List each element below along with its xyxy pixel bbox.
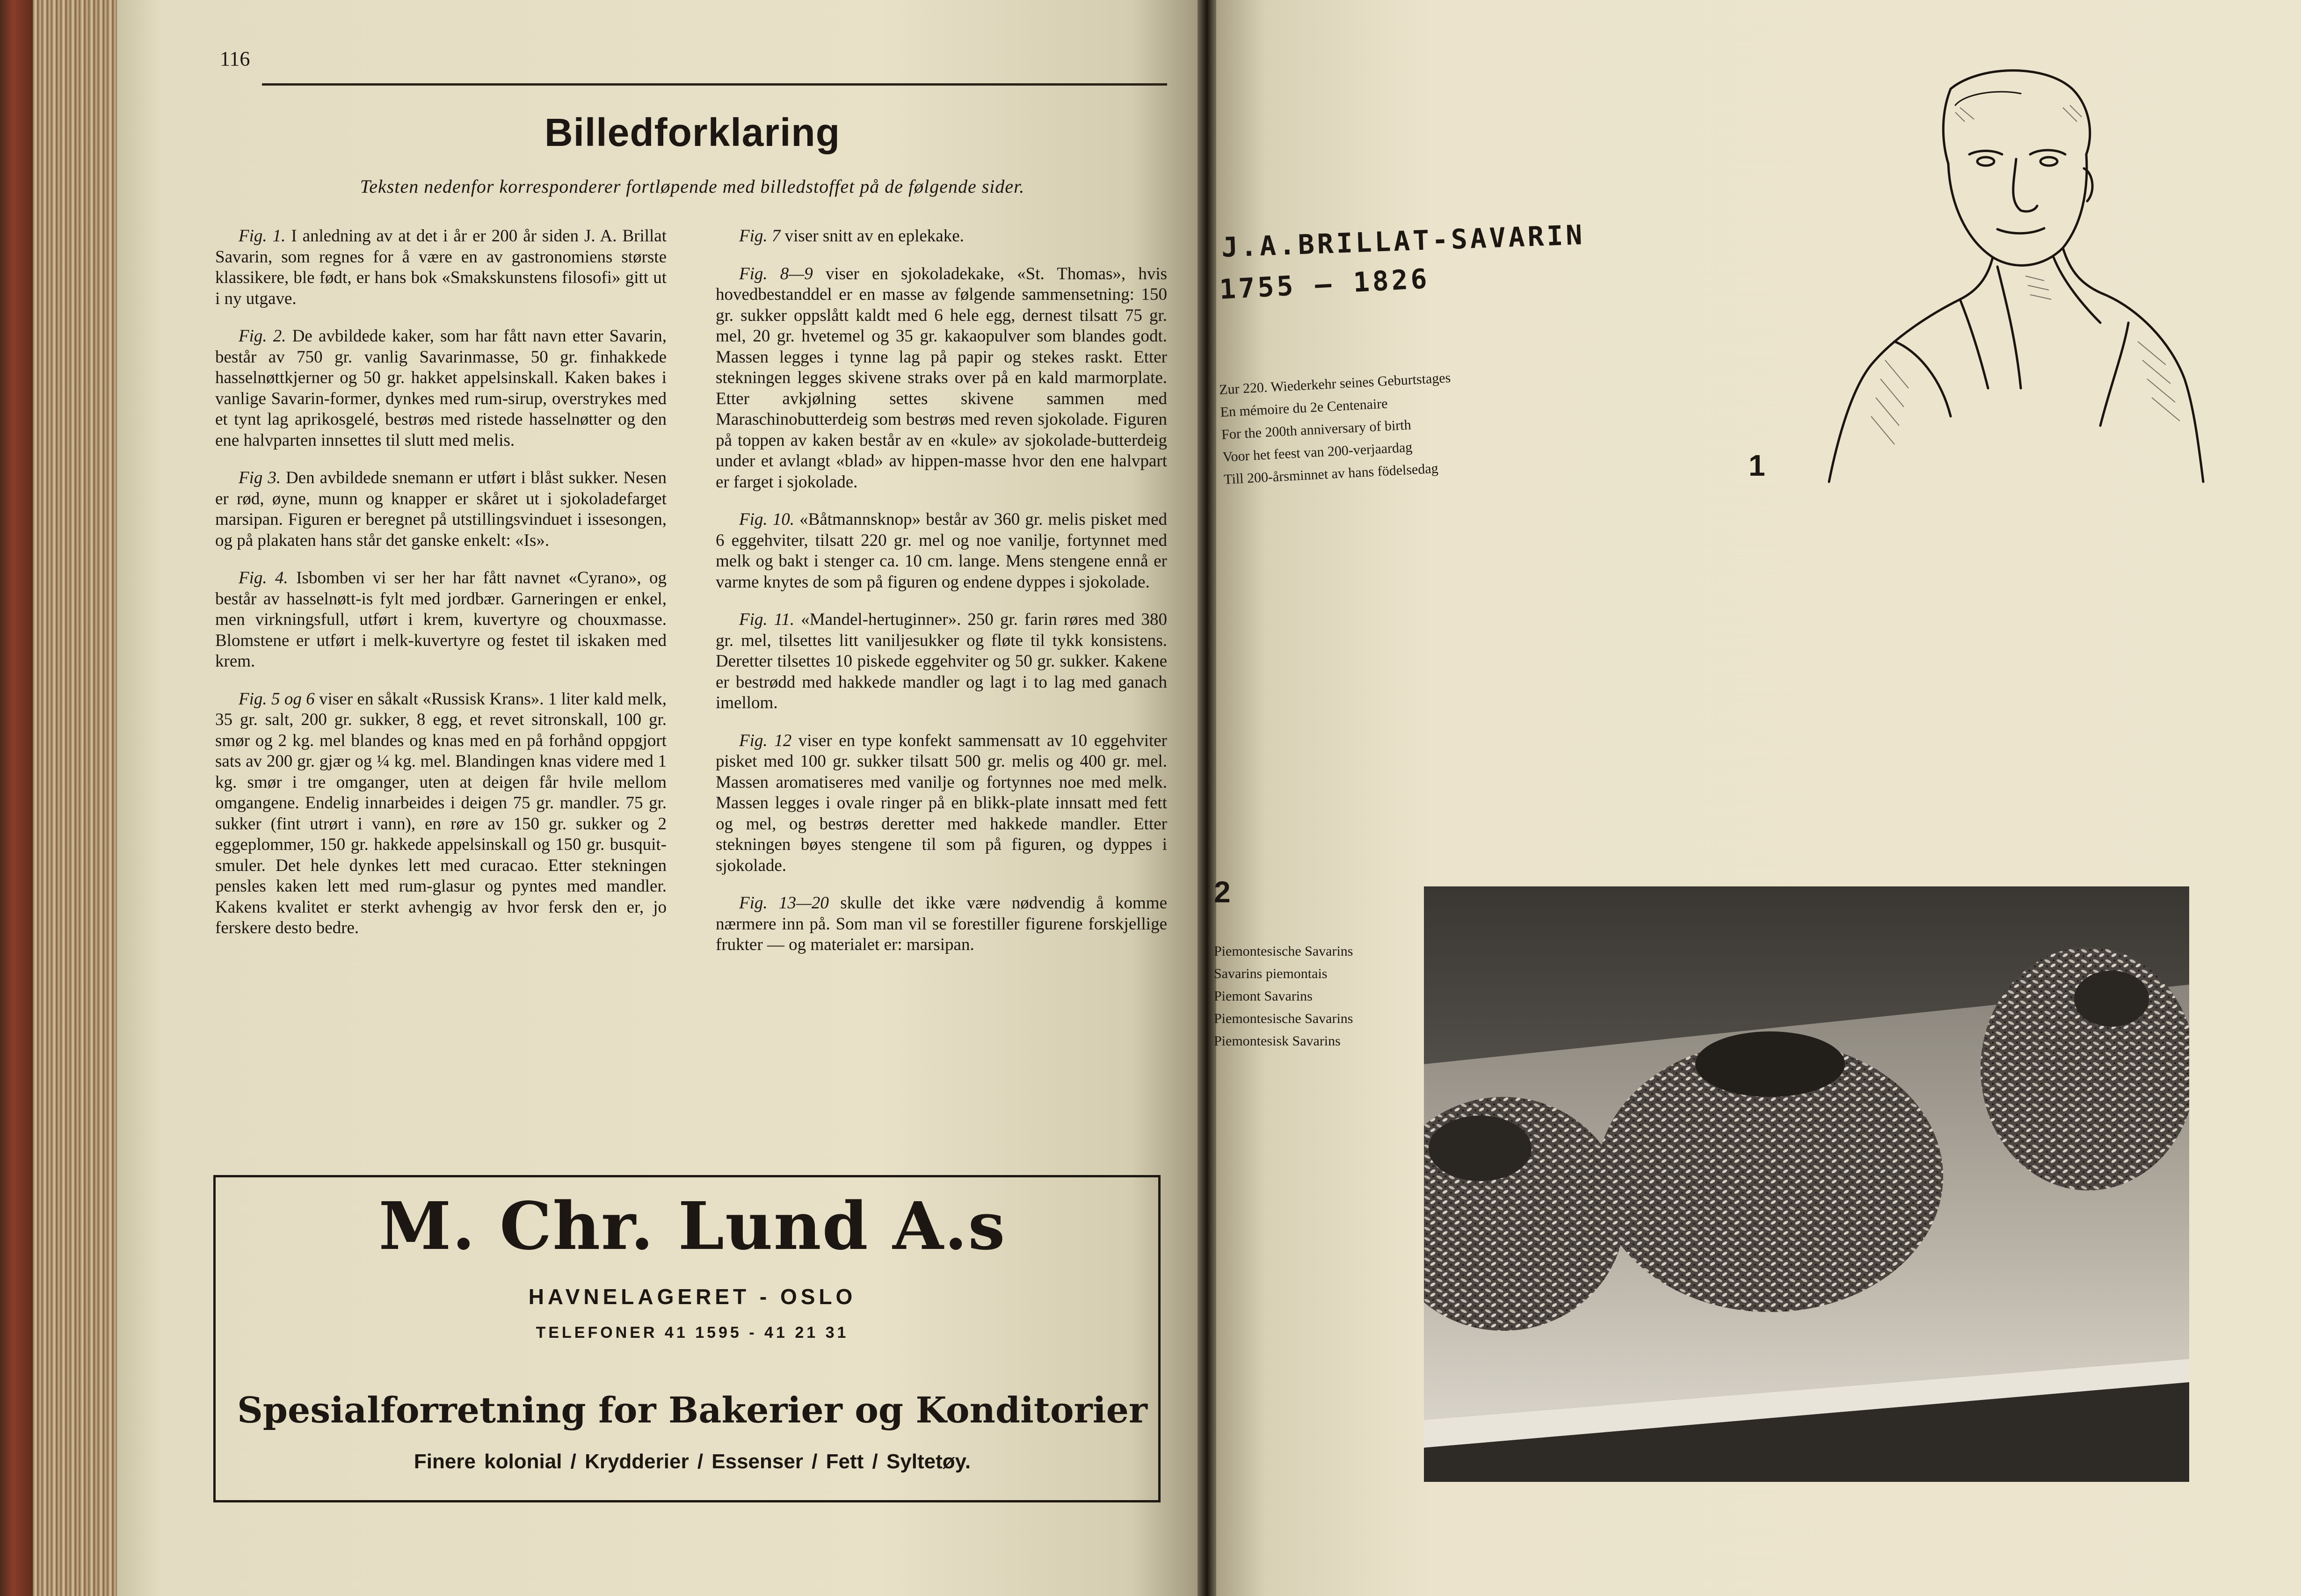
paragraph-fig-7 xyxy=(716,226,1167,247)
book-gutter xyxy=(1198,0,1216,1596)
fig-label: Fig. 10. xyxy=(739,510,795,529)
paragraph-text: viser snitt av en eplekake. xyxy=(784,226,964,246)
caption-line: For the 200th anniversary of birth xyxy=(1221,417,1412,443)
paragraph-fig-5-6 xyxy=(215,689,667,939)
figure-number-2: 2 xyxy=(1214,875,1231,909)
paragraph-text: «Båtmannsknop» består av 360 gr. melis pisket med 6 eggehviter, tilsatt 220 gr. mel og noe vanilje, fortynnet med melk og bakt i stenger ca. 10 cm. lange. Mens stengene ennå er varme knytes de som på figuren og endene dyppes i sjokolade. xyxy=(716,510,1168,592)
fig-label: Fig. 13—20 xyxy=(739,893,829,913)
fig-label: Fig. 7 xyxy=(739,226,781,246)
portrait-illustration xyxy=(1801,61,2213,515)
fig-label: Fig. 11. xyxy=(739,610,795,629)
paragraph-fig-13-20 xyxy=(716,893,1167,956)
savarins-captions xyxy=(1214,940,1353,1052)
fig-label: Fig. 4. xyxy=(239,568,288,588)
paragraph-fig-1 xyxy=(215,226,667,309)
caption-line: Piemont Savarins xyxy=(1214,988,1313,1004)
page-subtitle: Teksten nedenfor korresponderer fortløpende med billedstoffet på de følgende sider. xyxy=(360,176,1025,197)
paragraph-text: I anledning av at det i år er 200 år siden J. A. Brillat Savarin, som regnes for å være en av gastronomiens største klassikere, ble født, er hans bok «Smakskunstens filosofi» gitt ut i ny utgave. xyxy=(215,226,667,308)
paragraph-fig-3 xyxy=(215,468,667,551)
caption-line: Till 200-årsminnet av hans födelsedag xyxy=(1223,460,1439,487)
page-title: Billedforklaring xyxy=(544,110,841,154)
paragraph-fig-4 xyxy=(215,568,667,672)
paragraph-text: skulle det ikke være nødvendig å komme nærmere inn på. Som man vil se forestiller figurene forskjellige frukter — og materialet er: marsipan. xyxy=(716,893,1168,954)
header-rule xyxy=(262,83,1167,86)
page-number: 116 xyxy=(220,47,250,70)
savarins-photo xyxy=(1424,886,2189,1482)
paragraph-fig-12 xyxy=(716,731,1167,877)
portrait-captions xyxy=(1219,367,1456,491)
paragraph-fig-2 xyxy=(215,326,667,451)
fig-label: Fig. 2. xyxy=(239,326,286,346)
ad-company-name: M. Chr. Lund A.s xyxy=(378,1188,1006,1265)
ad-products: Finere kolonial / Krydderier / Essenser / Fett / Syltetøy. xyxy=(414,1450,971,1473)
fig-label: Fig. 5 og 6 xyxy=(239,689,315,709)
paragraph-fig-10 xyxy=(716,509,1167,593)
portrait-years: 1755 — 1826 xyxy=(1219,262,1431,305)
paragraph-text: viser en sjokoladekake, «St. Thomas», hvis hovedbestanddel er en masse av følgende sammensetning: 150 gr. sukker oppslått kaldt med 6 hele egg, dernest tilsatt 75 gr. mel, 20 gr. hvetemel og 35 gr. kakaopulver som blandes godt. Massen legges i tynne lag på papir og stekes raskt. Etter stekningen legges skivene straks over på en kald marmorplate. Etter avkjølning settes skivene sammen med Maraschinobutterdeig som bestrøs med reven sjokolade. Figuren på toppen av kaken består av en «kule» av sjokolade-butterdeig under et avlangt «blad» av hippen-masse hvor den ene halvpart er farget i sjokolade. xyxy=(716,264,1168,492)
caption-line: En mémoire du 2e Centenaire xyxy=(1219,396,1388,420)
figure-number-1: 1 xyxy=(1749,449,1765,482)
caption-line: Piemontesische Savarins xyxy=(1214,1011,1353,1026)
paragraph-text: De avbildede kaker, som har fått navn etter Savarin, består av 750 gr. vanlig Savarinmasse, 50 gr. finhakkede hasselnøttkjerner og 50 gr. hakket appelsinskall. Kaken bakes i vanlige Savarin-former, dynkes med rum-sirup, overstrykes med et tynt lag aprikosgelé, bestrøs med ristede hasselnøtter og den ene halvparten innsettes til slutt med melis. xyxy=(215,326,667,450)
ad-phone: TELEFONER 41 1595 - 41 21 31 xyxy=(536,1324,849,1342)
paragraph-text: «Mandel-hertuginner». 250 gr. farin røres med 380 gr. mel, tilsettes litt vaniljesukker og fløte til tykk konsistens. Deretter tilsettes 10 piskede eggehviter og 50 gr. sukker. Kakene er bestrødd med hakkede mandler og lagt i to lag med ganach imellom. xyxy=(716,610,1167,712)
text-column-left xyxy=(215,226,667,956)
caption-line: Piemontesische Savarins xyxy=(1214,943,1353,959)
text-column-right xyxy=(716,226,1167,972)
caption-line: Zur 220. Wiederkehr seines Geburtstages xyxy=(1219,370,1452,398)
fig-label: Fig. 8—9 xyxy=(739,264,813,283)
fig-label: Fig. 1. xyxy=(239,226,286,246)
paragraph-fig-8-9 xyxy=(716,264,1167,493)
caption-line: Piemontesisk Savarins xyxy=(1214,1033,1341,1049)
ad-specialty: Spesialforretning for Bakerier og Konditorier xyxy=(237,1389,1147,1431)
paragraph-text: Den avbildede snemann er utført i blåst sukker. Nesen er rød, øyne, munn og knapper er skåret ut i sjokoladefarget marsipan. Figuren er beregnet på utstillingsvinduet i issesongen, og på plakaten hans står det ganske enkelt: «Is». xyxy=(215,468,667,550)
paragraph-text: viser en såkalt «Russisk Krans». 1 liter kald melk, 35 gr. salt, 200 gr. sukker, 8 egg, et revet sitronskall, 100 gr. smør og 2 kg. mel blandes og knas med en på forhånd oppgjort sats av 200 gr. gjær og ¼ kg. mel. Blandingen knas videre med 1 kg. smør i tre omganger, uten at deigen får hvile mellom omgangene. Endelig innarbeides i deigen 75 gr. mandler. 75 gr. sukker (fint utrørt i vann), en røre av 150 gr. sukker og 2 eggeplommer, 150 gr. hakkede appelsinskall og 150 gr. busquit-smuler. Det hele dynkes lett med curacao. Etter stekningen pensles kaken lett med rum-glasur og pyntes med mandler. Kakens kvalitet er sterkt avhengig av hvor fersk den er, jo ferskere desto bedre. xyxy=(215,689,667,937)
book-page-edges xyxy=(0,0,126,1596)
paragraph-text: Isbomben vi ser her har fått navnet «Cyrano», og består av hasselnøtt-is fylt med jordbær. Garneringen er enkel, men virkningsfull, utført i krem, kuvertyre og chouxmasse. Blomstene er utført i melk-kuvertyre og festet til iskaken med krem. xyxy=(215,568,667,671)
paragraph-text: viser en type konfekt sammensatt av 10 eggehviter pisket med 100 gr. sukker tilsatt 500 gr. melis og 400 gr. mel. Massen aromatiseres med vanilje og fortynnes noe med melk. Massen legges i ovale ringer på en blikk-plate innsatt med fett og mel, og bestrøs deretter med hakkede mandler. Etter stekningen bøyes stengene til som på figuren, og dyppes i sjokolade. xyxy=(716,731,1168,875)
ad-address: HAVNELAGERET - OSLO xyxy=(528,1284,857,1309)
caption-line: Savarins piemontais xyxy=(1214,966,1328,981)
savarin-cake-right xyxy=(1981,947,2189,1190)
caption-line: Voor het feest van 200-verjaardag xyxy=(1222,439,1413,465)
fig-label: Fig 3. xyxy=(239,468,281,487)
book-spine xyxy=(0,0,33,1596)
fig-label: Fig. 12 xyxy=(739,731,792,750)
paragraph-fig-11 xyxy=(716,609,1167,714)
portrait-name: J.A.BRILLAT-SAVARIN xyxy=(1221,218,1586,263)
